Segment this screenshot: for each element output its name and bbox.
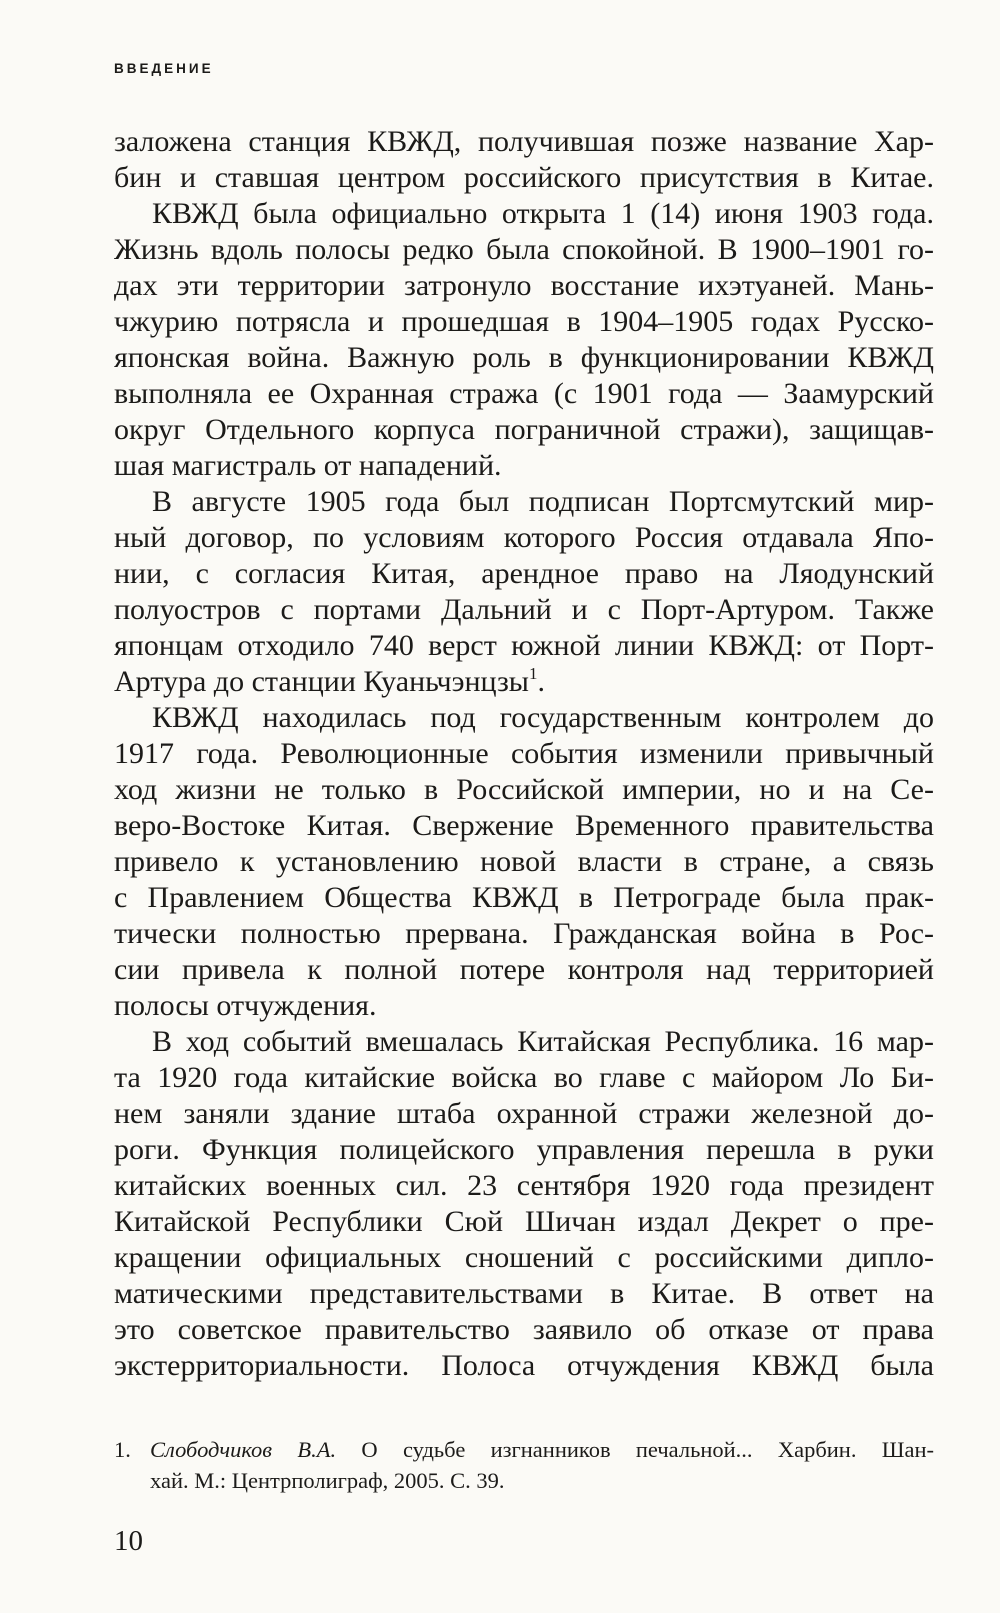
text-line: привело к установлению новой власти в стране, а связь — [114, 845, 934, 878]
footnote-line: хай. М.: Центрполиграф, 2005. С. 39. — [150, 1468, 505, 1493]
text-line: ход жизни не только в Российской империи, но и на Се- — [114, 773, 934, 806]
text-line: округ Отдельного корпуса пограничной стражи), защищав- — [114, 413, 934, 446]
text-line: Китайской Республики Сюй Шичан издал Декрет о пре- — [114, 1205, 934, 1238]
page-number: 10 — [114, 1525, 143, 1557]
text-line: тически полностью прервана. Гражданская война в Рос- — [114, 917, 934, 950]
text-line: дах эти территории затронуло восстание ихэтуаней. Мань- — [114, 269, 934, 302]
text-line: КВЖД была официально открыта 1 (14) июня 1903 года. — [152, 197, 934, 230]
sentence-period: . — [537, 665, 545, 698]
footnote-number: 1. — [114, 1437, 131, 1462]
text-line: сии привела к полной потере контроля над территорией — [114, 953, 934, 986]
text-line: В августе 1905 года был подписан Портсмутский мир- — [152, 485, 934, 518]
text-line: матическими представительствами в Китае. В ответ на — [114, 1277, 934, 1310]
text-line: та 1920 года китайские войска во главе с майором Ло Би- — [114, 1061, 934, 1094]
footnote-line — [114, 1434, 934, 1465]
footnote-author: Слободчиков В.А. — [150, 1437, 337, 1462]
running-head: ВВЕДЕНИЕ — [114, 61, 214, 76]
footnote-reference[interactable]: 1 — [528, 664, 538, 683]
text-line: полуостров с портами Дальний и с Порт-Артуром. Также — [114, 593, 934, 626]
text-line: полосы отчуждения. — [114, 989, 377, 1022]
text-line: с Правлением Общества КВЖД в Петрограде была прак- — [114, 881, 934, 914]
text-line: Жизнь вдоль полосы редко была спокойной. В 1900–1901 го- — [114, 233, 934, 266]
footnote-text: О судьбе изгнанников печальной... Харбин. Шан- — [361, 1437, 934, 1462]
text-line: веро-Востоке Китая. Свержение Временного правительства — [114, 809, 934, 842]
text-line: китайских военных сил. 23 сентября 1920 года президент — [114, 1169, 934, 1202]
text-line: ный договор, по условиям которого Россия отдавала Япо- — [114, 521, 934, 554]
text-line: японцам отходило 740 верст южной линии КВЖД: от Порт- — [114, 629, 934, 662]
text-line: экстерриториальности. Полоса отчуждения КВЖД была — [114, 1349, 934, 1382]
body-text — [114, 124, 934, 1384]
text-line: заложена станция КВЖД, получившая позже название Хар- — [114, 125, 934, 158]
footnote — [114, 1434, 934, 1496]
text-line — [114, 664, 934, 700]
text-line-content: Артура до станции Куаньчэнцзы — [114, 665, 529, 698]
text-line: нии, с согласия Китая, арендное право на Ляодунский — [114, 557, 934, 590]
text-line: шая магистраль от нападений. — [114, 449, 502, 482]
text-line: КВЖД находилась под государственным контролем до — [152, 701, 934, 734]
text-line: чжурию потрясла и прошедшая в 1904–1905 годах Русско- — [114, 305, 934, 338]
text-line: 1917 года. Революционные события изменили привычный — [114, 737, 934, 770]
text-line: В ход событий вмешалась Китайская Республика. 16 мар- — [152, 1025, 934, 1058]
text-line: это советское правительство заявило об отказе от права — [114, 1313, 934, 1346]
text-line: бин и ставшая центром российского присутствия в Китае. — [114, 161, 934, 194]
text-line: выполняла ее Охранная стража (с 1901 года — Заамурский — [114, 377, 934, 410]
text-line: роги. Функция полицейского управления перешла в руки — [114, 1133, 934, 1166]
text-line: японская война. Важную роль в функционировании КВЖД — [114, 341, 934, 374]
text-line: кращении официальных сношений с российскими дипло- — [114, 1241, 934, 1274]
text-line: нем заняли здание штаба охранной стражи железной до- — [114, 1097, 934, 1130]
